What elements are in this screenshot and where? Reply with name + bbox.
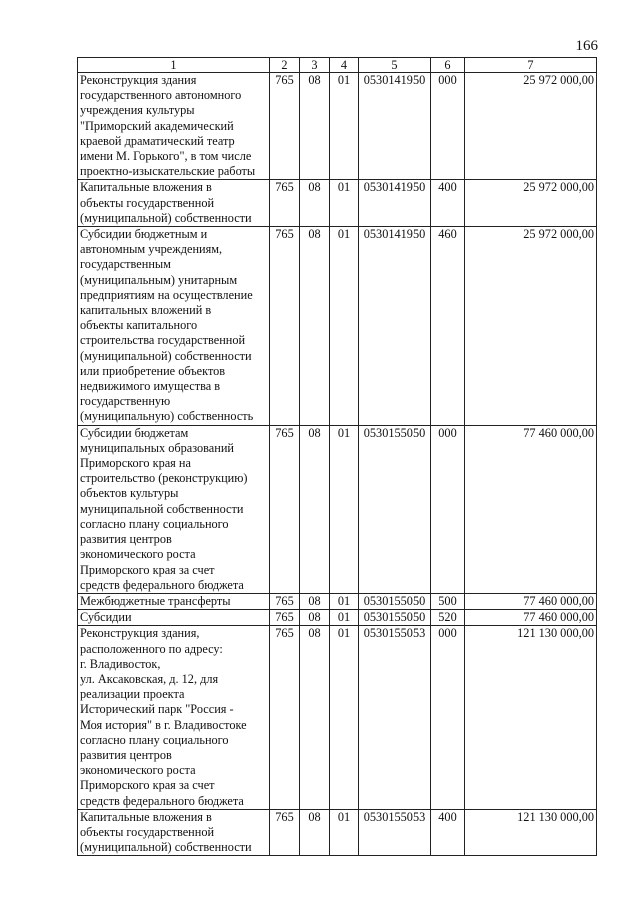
row-name: Реконструкция здания, расположенного по адресу: г. Владивосток, ул. Аксаковская, д. 12, для реализации проекта Исторический парк "Россия - Моя история" в г. Владивостоке согласно плану социального развития центров экономического роста Приморского края за счет средств федерального бюджета [78, 626, 270, 809]
row-name: Субсидии [78, 610, 270, 626]
col-6-cell: 400 [431, 180, 465, 227]
col-5-cell: 0530155050 [359, 610, 431, 626]
row-name: Межбюджетные трансферты [78, 593, 270, 609]
row-name: Субсидии бюджетным и автономным учреждениям, государственным (муниципальным) унитарным предприятиям на осуществление капитальных вложений в объекты капитального строительства государственной (муниципальной) собственности или приобретение объектов недвижимого имущества в государственную (муниципальную) собственность [78, 227, 270, 426]
col-5-cell: 0530155050 [359, 593, 431, 609]
col-3-cell: 08 [300, 425, 330, 593]
col-3-cell: 08 [300, 180, 330, 227]
col-2-cell: 765 [270, 610, 300, 626]
table-row [78, 180, 597, 227]
col-3-cell: 08 [300, 610, 330, 626]
row-name: Капитальные вложения в объекты государственной (муниципальной) собственности [78, 809, 270, 856]
col-5-cell: 0530155053 [359, 626, 431, 809]
amount-cell: 25 972 000,00 [465, 73, 597, 180]
table-row [78, 610, 597, 626]
header-cell: 4 [330, 58, 359, 73]
col-3-cell: 08 [300, 593, 330, 609]
col-6-cell: 500 [431, 593, 465, 609]
amount-cell: 77 460 000,00 [465, 610, 597, 626]
table-row [78, 626, 597, 809]
header-cell: 1 [78, 58, 270, 73]
col-6-cell: 520 [431, 610, 465, 626]
amount-cell: 121 130 000,00 [465, 626, 597, 809]
amount-cell: 77 460 000,00 [465, 425, 597, 593]
col-4-cell: 01 [330, 610, 359, 626]
amount-cell: 25 972 000,00 [465, 180, 597, 227]
col-6-cell: 460 [431, 227, 465, 426]
col-5-cell: 0530155050 [359, 425, 431, 593]
col-6-cell: 000 [431, 425, 465, 593]
col-5-cell: 0530155053 [359, 809, 431, 856]
header-cell: 6 [431, 58, 465, 73]
col-6-cell: 400 [431, 809, 465, 856]
col-5-cell: 0530141950 [359, 227, 431, 426]
table-row [78, 227, 597, 426]
amount-cell: 25 972 000,00 [465, 227, 597, 426]
amount-cell: 77 460 000,00 [465, 593, 597, 609]
col-4-cell: 01 [330, 180, 359, 227]
header-cell: 5 [359, 58, 431, 73]
col-2-cell: 765 [270, 593, 300, 609]
table-row [78, 425, 597, 593]
header-cell: 3 [300, 58, 330, 73]
col-2-cell: 765 [270, 180, 300, 227]
col-2-cell: 765 [270, 626, 300, 809]
col-4-cell: 01 [330, 626, 359, 809]
header-cell: 2 [270, 58, 300, 73]
row-name: Реконструкция здания государственного автономного учреждения культуры "Приморский академический краевой драматический театр имени М. Горького", в том числе проектно-изыскательские работы [78, 73, 270, 180]
col-5-cell: 0530141950 [359, 73, 431, 180]
col-6-cell: 000 [431, 73, 465, 180]
col-2-cell: 765 [270, 73, 300, 180]
page-number: 166 [575, 38, 598, 54]
col-3-cell: 08 [300, 227, 330, 426]
col-2-cell: 765 [270, 809, 300, 856]
table-row [78, 593, 597, 609]
col-3-cell: 08 [300, 809, 330, 856]
col-2-cell: 765 [270, 425, 300, 593]
col-4-cell: 01 [330, 425, 359, 593]
col-3-cell: 08 [300, 626, 330, 809]
row-name: Субсидии бюджетам муниципальных образований Приморского края на строительство (реконструкцию) объектов культуры муниципальной собственности согласно плану социального развития центров экономического роста Приморского края за счет средств федерального бюджета [78, 425, 270, 593]
table-row [78, 73, 597, 180]
header-cell: 7 [465, 58, 597, 73]
col-5-cell: 0530141950 [359, 180, 431, 227]
col-2-cell: 765 [270, 227, 300, 426]
col-3-cell: 08 [300, 73, 330, 180]
header-row [78, 58, 597, 73]
amount-cell: 121 130 000,00 [465, 809, 597, 856]
col-4-cell: 01 [330, 593, 359, 609]
budget-table [77, 57, 597, 856]
col-4-cell: 01 [330, 73, 359, 180]
col-6-cell: 000 [431, 626, 465, 809]
col-4-cell: 01 [330, 227, 359, 426]
col-4-cell: 01 [330, 809, 359, 856]
table-row [78, 809, 597, 856]
row-name: Капитальные вложения в объекты государственной (муниципальной) собственности [78, 180, 270, 227]
